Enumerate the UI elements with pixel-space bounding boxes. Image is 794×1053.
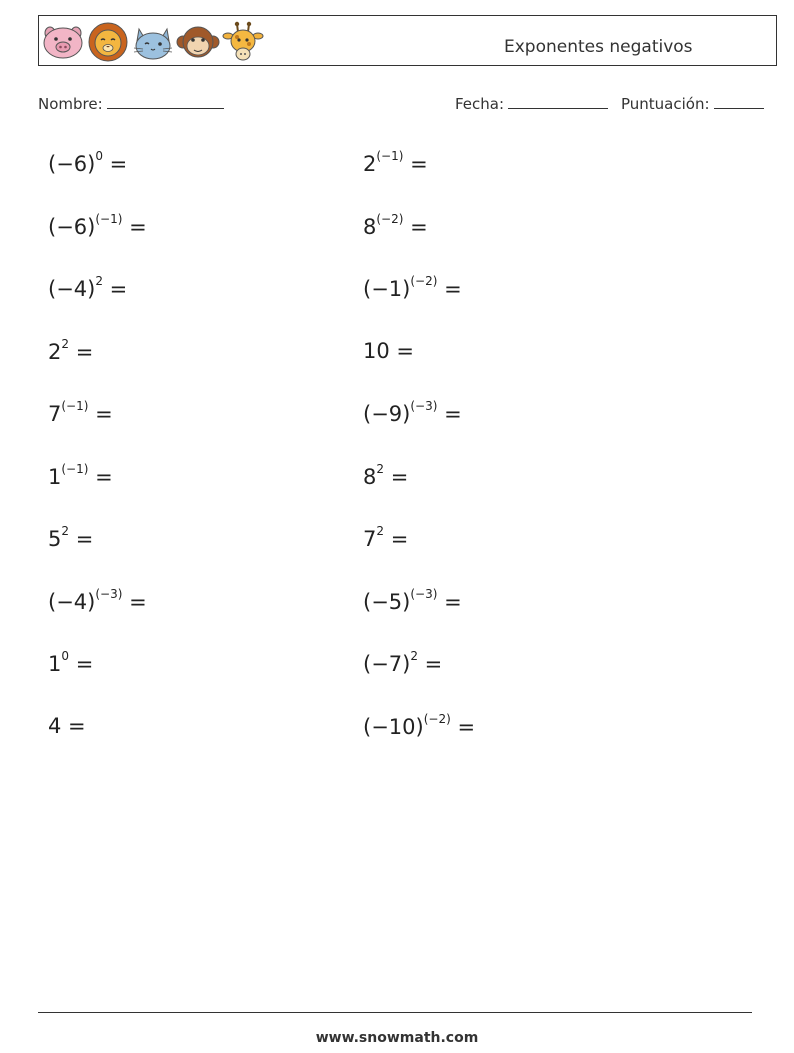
problem-right-6 (363, 462, 409, 489)
problem-left-9 (48, 649, 94, 676)
problem-base: 2 (363, 152, 377, 176)
problem-base: (−10) (363, 715, 424, 739)
problem-base: (−9) (363, 402, 411, 426)
problem-equals: = (437, 277, 462, 301)
problem-equals: = (122, 215, 147, 239)
name-field[interactable] (38, 94, 224, 113)
worksheet-header (38, 15, 777, 66)
problem-right-8 (363, 587, 462, 614)
problem-left-1 (48, 149, 128, 176)
problem-equals: = (389, 339, 415, 363)
problem-base: (−5) (363, 590, 411, 614)
problem-equals: = (69, 652, 94, 676)
score-blank[interactable] (714, 94, 764, 109)
problem-equals: = (88, 465, 113, 489)
problem-equals: = (102, 277, 128, 301)
problem-left-4 (48, 337, 94, 364)
name-blank[interactable] (107, 94, 224, 109)
problem-base: (−1) (363, 277, 411, 301)
problem-equals: = (403, 152, 428, 176)
problem-equals: = (384, 527, 409, 551)
lion-icon (86, 21, 130, 63)
problem-exponent: (−1) (61, 462, 89, 476)
giraffe-icon (221, 21, 265, 63)
problem-base: 8 (363, 215, 377, 239)
problem-base: (−6) (48, 215, 96, 239)
problem-right-7 (363, 524, 409, 551)
problem-right-4 (363, 341, 414, 362)
problem-exponent: 0 (95, 149, 103, 163)
pig-icon (41, 21, 85, 63)
problem-equals: = (88, 402, 113, 426)
problem-right-3 (363, 274, 462, 301)
problem-equals: = (61, 714, 86, 738)
problem-base: (−4) (48, 590, 96, 614)
problem-exponent: 2 (410, 649, 418, 663)
problem-left-7 (48, 524, 94, 551)
problem-base: 7 (363, 527, 377, 551)
cat-icon (131, 21, 175, 63)
problem-base: 10 (363, 339, 390, 363)
problem-equals: = (437, 402, 462, 426)
date-blank[interactable] (508, 94, 608, 109)
problem-exponent: 2 (376, 462, 385, 476)
problem-right-5 (363, 399, 462, 426)
problem-exponent: 0 (61, 649, 70, 663)
date-label: Fecha: (455, 95, 505, 113)
problem-exponent: (−1) (95, 212, 123, 226)
problem-equals: = (102, 152, 128, 176)
problem-left-5 (48, 399, 113, 426)
problem-base: 8 (363, 465, 377, 489)
problem-left-10 (48, 716, 86, 737)
problem-right-1 (363, 149, 428, 176)
problem-base: 1 (48, 652, 62, 676)
problem-exponent: (−3) (410, 399, 438, 413)
footer-url: www.snowmath.com (315, 1030, 479, 1046)
worksheet-title: Exponentes negativos (504, 37, 693, 57)
problem-right-2 (363, 212, 428, 239)
problem-equals: = (437, 590, 462, 614)
animal-icons (41, 21, 266, 63)
name-label: Nombre: (38, 95, 103, 113)
problem-equals: = (403, 215, 428, 239)
problem-exponent: (−2) (410, 274, 438, 288)
problem-equals: = (417, 652, 443, 676)
score-field[interactable] (621, 94, 764, 113)
problem-right-9 (363, 649, 443, 676)
problem-equals: = (384, 465, 409, 489)
problem-left-3 (48, 274, 128, 301)
problem-base: 7 (48, 402, 62, 426)
problem-base: (−7) (363, 652, 411, 676)
problem-exponent: (−2) (376, 212, 404, 226)
problem-left-8 (48, 587, 147, 614)
problem-base: 5 (48, 527, 62, 551)
problem-exponent: 2 (61, 337, 70, 351)
problem-base: 2 (48, 340, 62, 364)
problem-equals: = (69, 527, 94, 551)
footer-divider (38, 1012, 752, 1013)
score-label: Puntuación: (621, 95, 710, 113)
problem-base: (−4) (48, 277, 96, 301)
problem-equals: = (450, 715, 476, 739)
problem-equals: = (69, 340, 94, 364)
problem-right-10 (363, 712, 476, 739)
problem-base: 1 (48, 465, 62, 489)
problem-base: (−6) (48, 152, 96, 176)
problem-left-2 (48, 212, 147, 239)
problem-exponent: 2 (61, 524, 70, 538)
monkey-icon (176, 21, 220, 63)
problem-exponent: (−1) (61, 399, 89, 413)
problem-exponent: 2 (376, 524, 385, 538)
problem-exponent: (−1) (376, 149, 404, 163)
problem-exponent: (−3) (410, 587, 438, 601)
problem-exponent: 2 (95, 274, 103, 288)
problem-equals: = (122, 590, 147, 614)
problem-exponent: (−2) (423, 712, 451, 726)
problem-left-6 (48, 462, 113, 489)
date-field[interactable] (455, 94, 608, 113)
problem-exponent: (−3) (95, 587, 123, 601)
problem-base: 4 (48, 714, 62, 738)
